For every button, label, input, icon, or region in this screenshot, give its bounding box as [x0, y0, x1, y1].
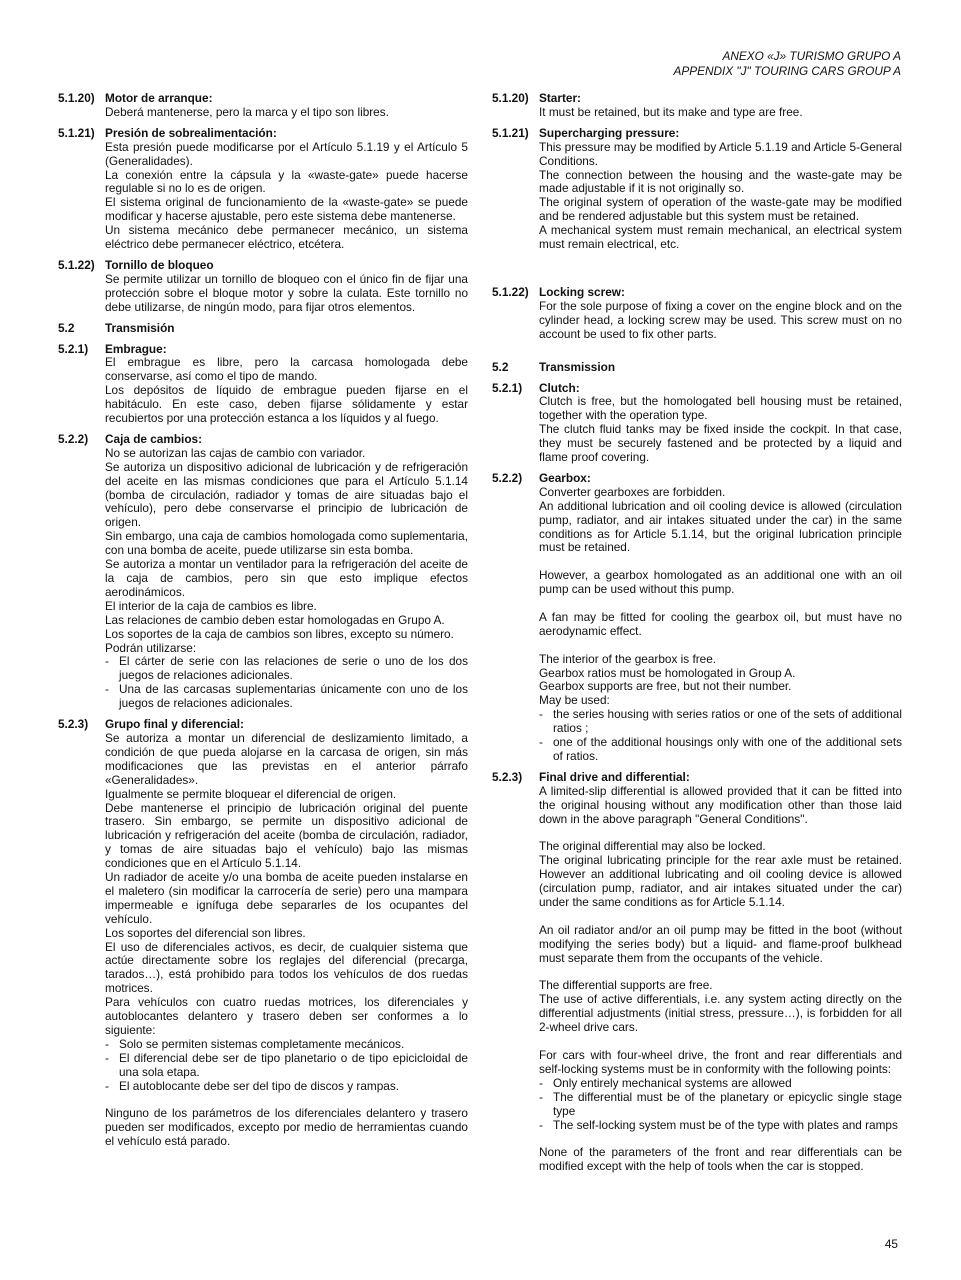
list-item: - Una de las carcasas suplementarias únicamente con uno de los juegos de relaciones adicionales. [105, 682, 468, 711]
list-item: - El diferencial debe ser de tipo planetario o de tipo epicicloidal de una sola etapa. [105, 1050, 468, 1079]
section-number: 5.1.20) [492, 91, 529, 105]
section-number: 5.1.21) [58, 125, 95, 140]
paragraph: Debe mantenerse el principio de lubricación original del puente trasero. Sin embargo, se permite un dispositivo adicional de lubricación y refrigeración del aceite (bomba de circulación, radiador, y tomas de aire situadas bajo el vehículo) bajo las mismas condiciones que en el Artículo 5.1.14. [105, 800, 468, 871]
section-title: Supercharging pressure: [539, 125, 680, 140]
paragraph: Las relaciones de cambio deben estar homologadas en Grupo A. [105, 612, 445, 627]
paragraph: Los soportes de la caja de cambios son libres, excepto su número. [105, 626, 454, 641]
paragraph: Esta presión puede modificarse por el Artículo 5.1.19 y el Artículo 5 (Generalidades). [105, 139, 468, 168]
paragraph: Clutch is free, but the homologated bell housing must be retained, together with the operation type. [539, 394, 902, 423]
paragraph: The clutch fluid tanks may be fixed inside the cockpit. In that case, they must be securely fastened and be protected by a liquid and flame proof covering. [539, 422, 902, 465]
paragraph: Igualmente se permite bloquear el diferencial de origen. [105, 786, 397, 801]
paragraph: El uso de diferenciales activos, es decir, de cualquier sistema que actúe directamente sobre los reglajes del diferencial (precarga, tarados…), está prohibido para todos los vehículos de dos ruedas motrices. [105, 939, 468, 996]
section-title: Final drive and differential: [539, 769, 690, 784]
paragraph: This pressure may be modified by Article 5.1.19 and Article 5-General Conditions. [539, 139, 902, 168]
paragraph: Converter gearboxes are forbidden. [539, 484, 726, 499]
list-item: - Solo se permiten sistemas completamente mecánicos. [105, 1036, 405, 1051]
section-number: 5.2.3) [58, 717, 89, 732]
paragraph: La conexión entre la cápsula y la «waste-gate» puede hacerse regulable si no lo es de origen. [105, 167, 468, 196]
section-title: Starter: [539, 91, 581, 105]
paragraph: The original lubricating principle for the rear axle must be retained. However an additional lubricating and oil cooling device is allowed (circulation pump, radiator, and air intakes situated under the car) under the same conditions as for Article 5.1.14. [539, 853, 902, 910]
section-number: 5.2.1) [492, 380, 523, 395]
section-number: 5.2 [492, 359, 509, 374]
paragraph: An oil radiator and/or an oil pump may be fitted in the boot (without modifying the series body) but a liquid- and flame-proof bulkhead must separate them from the occupants of the vehicle. [539, 922, 902, 965]
list-item: - the series housing with series ratios or one of the sets of additional ratios ; [539, 707, 902, 736]
section-title: Locking screw: [539, 284, 625, 299]
section-gearbox-en [492, 472, 902, 764]
paragraph: No se autorizan las cajas de cambio con variador. [105, 445, 366, 460]
section-number: 5.1.22) [58, 257, 95, 272]
paragraph: Gearbox ratios must be homologated in Group A. [539, 665, 796, 680]
section-locking-screw-en [492, 286, 902, 342]
paragraph: The differential supports are free. [539, 978, 713, 993]
paragraph: Deberá mantenerse, pero la marca y el tipo son libres. [105, 104, 389, 119]
english-column [492, 92, 902, 1181]
header-line-english: APPENDIX "J" TOURING CARS GROUP A [673, 64, 901, 78]
section-transmission-en [492, 361, 902, 375]
section-title: Motor de arranque: [105, 91, 213, 105]
section-starter-es [58, 92, 468, 120]
page-number: 45 [884, 1237, 898, 1251]
paragraph: The interior of the gearbox is free. [539, 651, 717, 666]
section-clutch-es [58, 343, 468, 426]
paragraph: Se autoriza un dispositivo adicional de lubricación y de refrigeración del aceite en las mismas condiciones que para el Artículo 5.1.14 (bomba de circulación, radiador y tomas de aire situadas bajo el vehículo), pero debe conservarse el principio de lubricación de origen. [105, 459, 468, 530]
section-title: Embrague: [105, 341, 167, 356]
header-line-spanish: ANEXO «J» TURISMO GRUPO A [722, 49, 901, 63]
page-header [673, 49, 901, 79]
section-title: Presión de sobrealimentación: [105, 125, 277, 140]
section-title: Gearbox: [539, 470, 591, 485]
paragraph: Se autoriza a montar un ventilador para la refrigeración del aceite de la caja de cambios, pero sin que esto implique efectos aerodinámicos. [105, 557, 468, 599]
spanish-column [58, 92, 468, 1156]
section-title: Transmission [539, 359, 616, 374]
paragraph: Podrán utilizarse: [105, 640, 197, 655]
paragraph: It must be retained, but its make and type are free. [539, 104, 803, 119]
list-item: - one of the additional housings only with one of the additional sets of ratios. [539, 735, 902, 764]
paragraph: Ninguno de los parámetros de los diferenciales delantero y trasero pueden ser modificados, excepto por medio de herramientas cuando el vehículo está parado. [105, 1106, 468, 1149]
section-number: 5.2.2) [58, 431, 89, 446]
paragraph: For cars with four-wheel drive, the front and rear differentials and self-locking systems must be in conformity with the following points: [539, 1047, 902, 1076]
section-title: Grupo final y diferencial: [105, 717, 244, 732]
paragraph: El embrague es libre, pero la carcasa homologada debe conservarse, así como el tipo de mando. [105, 355, 468, 384]
section-gearbox-es [58, 433, 468, 711]
paragraph: For the sole purpose of fixing a cover on the engine block and on the cylinder head, a locking screw may be used. This screw must on no account be used to fix other parts. [539, 298, 902, 341]
paragraph: An additional lubrication and oil cooling device is allowed (circulation pump, radiator, and air intakes situated under the car) in the same conditions as for Article 5.1.14, but the original lubrication principle must be retained. [539, 498, 902, 555]
section-number: 5.1.22) [492, 284, 529, 299]
list-item: - The self-locking system must be of the type with plates and ramps [539, 1117, 898, 1132]
section-number: 5.1.20) [58, 91, 95, 105]
paragraph: Para vehículos con cuatro ruedas motrices, los diferenciales y autoblocantes delantero y trasero deben ser conformes a lo siguiente: [105, 995, 468, 1037]
list-item: - El cárter de serie con las relaciones de serie o uno de los dos juegos de relaciones adicionales. [105, 654, 468, 683]
section-title: Transmisión [105, 320, 175, 335]
paragraph: Un radiador de aceite y/o una bomba de aceite pueden instalarse en el maletero (sin modificar la carrocería de serie) pero una mampara impermeable e ignífuga debe separarles de los ocupantes del vehículo. [105, 870, 468, 926]
section-starter-en [492, 92, 902, 120]
paragraph: El interior de la caja de cambios es libre. [105, 598, 317, 613]
section-number: 5.2.2) [492, 470, 523, 485]
paragraph: The connection between the housing and the waste-gate may be made adjustable if it is not originally so. [539, 167, 902, 196]
section-supercharging-es [58, 127, 468, 252]
paragraph: The original system of operation of the waste-gate may be modified and be rendered adjustable but this system must be retained. [539, 195, 902, 224]
paragraph: Se permite utilizar un tornillo de bloqueo con el único fin de fijar una protección sobre el bloque motor y sobre la culata. Este tornillo no debe utilizarse, de ningún modo, para fijar otros elementos. [105, 271, 468, 314]
paragraph: Gearbox supports are free, but not their number. [539, 679, 792, 694]
section-transmission-es [58, 322, 468, 336]
paragraph: However, a gearbox homologated as an additional one with an oil pump can be used without this pump. [539, 568, 902, 597]
paragraph: A fan may be fitted for cooling the gearbox oil, but must have no aerodynamic effect. [539, 609, 902, 638]
paragraph: Los depósitos de líquido de embrague pueden fijarse en el habitáculo. En este caso, deben fijarse sólidamente y estar recubiertos por una protección estanca a los líquidos y al fuego. [105, 383, 468, 426]
paragraph: The use of active differentials, i.e. any system acting directly on the differential adjustments (initial stress, pressure…), is forbidden for all 2-wheel drive cars. [539, 992, 902, 1035]
paragraph: Los soportes del diferencial son libres. [105, 925, 306, 940]
section-locking-screw-es [58, 259, 468, 315]
paragraph: None of the parameters of the front and rear differentials can be modified except with the help of tools when the car is stopped. [539, 1145, 902, 1174]
paragraph: Se autoriza a montar un diferencial de deslizamiento limitado, a condición de que pueda alojarse en la carcasa de origen, sin más modificaciones que las previstas en el anterior párrafo «Generalidades». [105, 730, 468, 787]
section-title: Clutch: [539, 380, 580, 395]
paragraph: May be used: [539, 693, 610, 708]
list-item: - El autoblocante debe ser del tipo de discos y rampas. [105, 1078, 400, 1093]
section-number: 5.1.21) [492, 125, 529, 140]
paragraph: A mechanical system must remain mechanical, an electrical system must remain electrical, etc. [539, 223, 902, 252]
section-title: Tornillo de bloqueo [105, 257, 214, 272]
paragraph: Un sistema mecánico debe permanecer mecánico, un sistema eléctrico debe permanecer eléctrico, etcétera. [105, 223, 468, 252]
section-supercharging-en [492, 127, 902, 252]
paragraph: Sin embargo, una caja de cambios homologada como suplementaria, con una bomba de aceite, puede utilizarse sin esta bomba. [105, 529, 468, 558]
list-item: - Only entirely mechanical systems are allowed [539, 1075, 792, 1090]
paragraph: The original differential may also be locked. [539, 839, 766, 854]
paragraph: A limited-slip differential is allowed provided that it can be fitted into the original housing without any modification other than those laid down in the above paragraph "General Conditions". [539, 783, 902, 826]
section-final-drive-en [492, 771, 902, 1174]
section-title: Caja de cambios: [105, 431, 203, 446]
section-clutch-en [492, 382, 902, 465]
section-number: 5.2 [58, 320, 75, 335]
section-number: 5.2.3) [492, 769, 523, 784]
section-number: 5.2.1) [58, 341, 89, 356]
section-final-drive-es [58, 718, 468, 1149]
list-item: - The differential must be of the planetary or epicyclic single stage type [539, 1089, 902, 1118]
paragraph: El sistema original de funcionamiento de la «waste-gate» se puede modificar y hacerse ajustable, pero este sistema debe mantenerse. [105, 195, 468, 224]
